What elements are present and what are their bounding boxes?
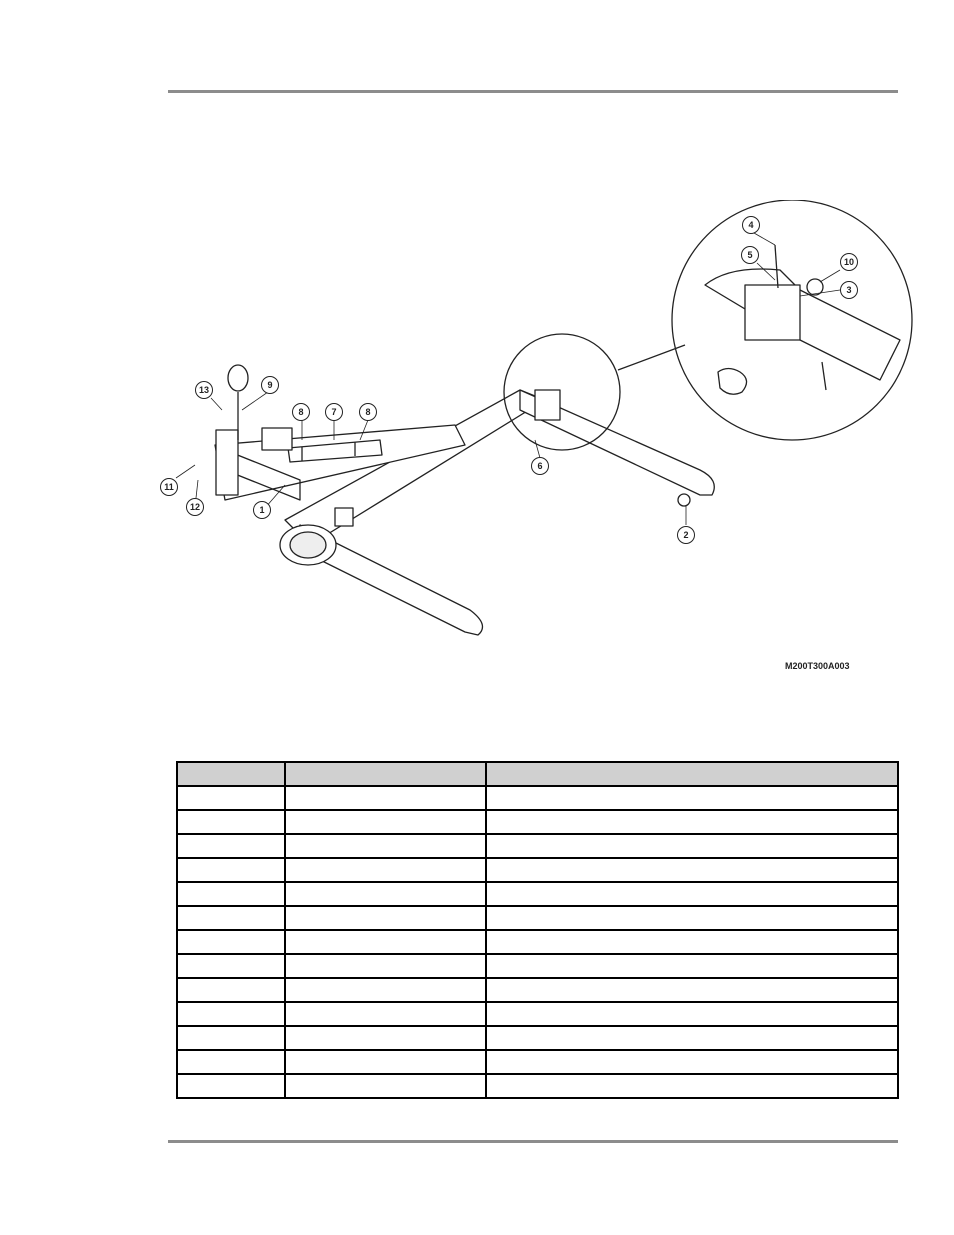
table-cell <box>177 954 285 978</box>
table-row <box>177 1074 898 1098</box>
parts-table <box>176 761 899 1099</box>
table-cell <box>486 1026 898 1050</box>
table-cell <box>486 882 898 906</box>
callout-number: 4 <box>748 220 754 230</box>
table-cell <box>285 954 486 978</box>
table-cell <box>177 906 285 930</box>
table-cell <box>285 978 486 1002</box>
callout-bubble <box>293 404 310 421</box>
table-cell <box>486 786 898 810</box>
table-cell <box>486 1050 898 1074</box>
drawing-id-label: M200T300A003 <box>785 661 850 671</box>
footer-rule <box>168 1140 898 1143</box>
callout-number: 9 <box>267 380 273 390</box>
table-cell <box>285 858 486 882</box>
table-cell <box>177 858 285 882</box>
callout-bubble <box>187 499 204 516</box>
table-row <box>177 906 898 930</box>
table-cell <box>177 786 285 810</box>
table-cell <box>486 1002 898 1026</box>
table-row <box>177 810 898 834</box>
header-rule <box>168 90 898 93</box>
table-row <box>177 1002 898 1026</box>
table-cell <box>285 882 486 906</box>
table-row <box>177 882 898 906</box>
table-cell <box>486 906 898 930</box>
callout-number: 1 <box>259 505 265 515</box>
table-cell <box>285 1074 486 1098</box>
table-cell <box>486 810 898 834</box>
column-header <box>177 762 285 786</box>
table-row <box>177 834 898 858</box>
callout-number: 8 <box>298 407 304 417</box>
callout-bubble <box>743 217 760 234</box>
column-header <box>486 762 898 786</box>
table-row <box>177 1050 898 1074</box>
table-cell <box>285 930 486 954</box>
table-cell <box>486 834 898 858</box>
callout-number: 2 <box>683 530 689 540</box>
table-cell <box>285 1026 486 1050</box>
callout-bubble <box>360 404 377 421</box>
table-cell <box>285 1002 486 1026</box>
parts-table-header-row <box>177 762 898 786</box>
callout-bubble <box>161 479 178 496</box>
callout-bubble <box>532 458 549 475</box>
callout-number: 6 <box>537 461 543 471</box>
table-cell <box>177 1026 285 1050</box>
table-row <box>177 954 898 978</box>
callout-bubble <box>742 247 759 264</box>
table-cell <box>177 1002 285 1026</box>
callout-number: 12 <box>189 502 201 512</box>
callout-bubble <box>254 502 271 519</box>
callout-bubble <box>678 527 695 544</box>
table-row <box>177 930 898 954</box>
table-cell <box>177 1050 285 1074</box>
column-header <box>285 762 486 786</box>
callout-bubble <box>326 404 343 421</box>
callout-number: 3 <box>846 285 852 295</box>
table-cell <box>177 930 285 954</box>
table-row <box>177 978 898 1002</box>
table-cell <box>177 882 285 906</box>
table-cell <box>177 834 285 858</box>
table-cell <box>285 906 486 930</box>
callout-number: 11 <box>164 482 174 492</box>
table-cell <box>486 858 898 882</box>
callout-bubble <box>841 282 858 299</box>
table-cell <box>285 1050 486 1074</box>
callout-number: 8 <box>365 407 371 417</box>
exploded-parts-diagram <box>150 200 920 690</box>
table-cell <box>486 930 898 954</box>
table-cell <box>177 978 285 1002</box>
callout-number: 5 <box>747 250 753 260</box>
callout-number: 10 <box>843 257 855 267</box>
table-cell <box>285 834 486 858</box>
callout-bubble <box>841 254 858 271</box>
table-row <box>177 858 898 882</box>
callout-bubble <box>196 382 213 399</box>
table-cell <box>177 810 285 834</box>
callout-number: 7 <box>331 407 337 417</box>
table-cell <box>486 1074 898 1098</box>
callout-bubble <box>262 377 279 394</box>
table-cell <box>285 786 486 810</box>
table-cell <box>285 810 486 834</box>
table-row <box>177 1026 898 1050</box>
table-cell <box>177 1074 285 1098</box>
table-cell <box>486 954 898 978</box>
table-row <box>177 786 898 810</box>
callout-number: 13 <box>198 385 210 395</box>
table-cell <box>486 978 898 1002</box>
